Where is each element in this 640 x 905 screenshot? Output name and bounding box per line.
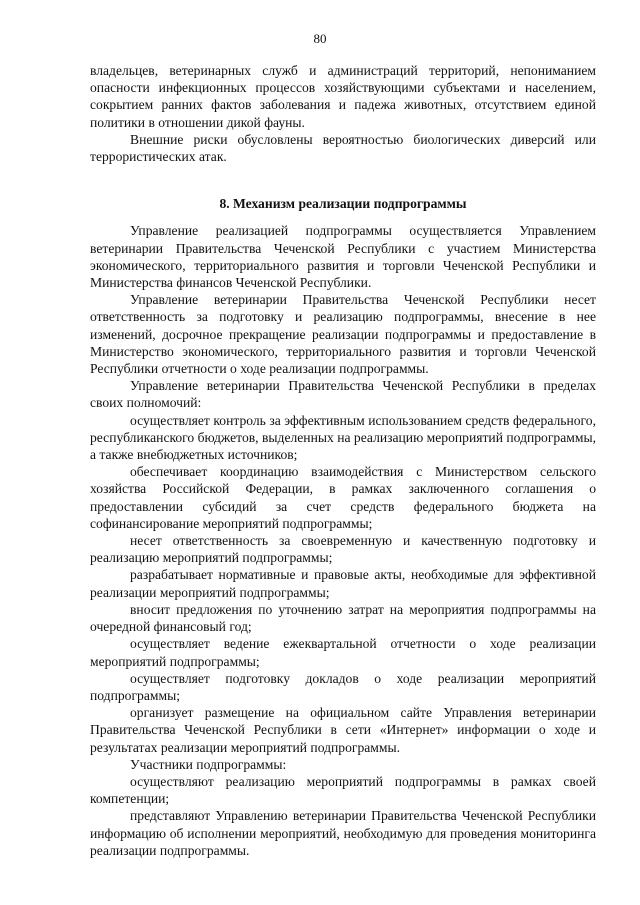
list-item: осуществляет ведение ежеквартальной отчетности о ходе реализации мероприятий подпрограммы; [90,636,596,669]
list-item: осуществляет контроль за эффективным использованием средств федерального, республиканского бюджетов, выделенных на реализацию мероприятий подпрограммы, а также внебюджетных источников; [90,412,596,463]
paragraph: владельцев, ветеринарных служб и администраций территорий, непониманием опасности инфекционных процессов хозяйствующими субъектами и населением, сокрытием ранних фактов заболевания и падежа животных, отсутствием единой политики в отношении дикой фауны. [90,63,596,130]
list-item: несет ответственность за своевременную и качественную подготовку и реализацию мероприятий подпрограммы; [90,533,596,566]
paragraph: Управление ветеринарии Правительства Чеченской Республики в пределах своих полномочий: [90,378,596,411]
list-item: представляют Управлению ветеринарии Правительства Чеченской Республики информацию об исполнении мероприятий, необходимую для проведения мониторинга реализации подпрограммы. [90,808,596,858]
paragraph: Внешние риски обусловлены вероятностью биологических диверсий или террористических атак. [90,131,596,165]
list-item: осуществляют реализацию мероприятий подпрограммы в рамках своей компетенции; [90,773,596,807]
paragraph: Управление ветеринарии Правительства Чеченской Республики несет ответственность за подготовку и реализацию подпрограммы, внесение в нее изменений, досрочное прекращение реализации подпрограммы и предоставление в Министерство экономического, территориального развития и торговли Чеченской Республики отчетности о ходе реализации подпрограммы. [90,292,596,377]
list-item: вносит предложения по уточнению затрат на мероприятия подпрограммы на очередной финансовый год; [90,601,596,635]
list-item: разрабатывает нормативные и правовые акты, необходимые для эффективной реализации мероприятий подпрограммы; [90,567,596,600]
page-number: 80 [313,31,327,46]
paragraph: Управление реализацией подпрограммы осуществляется Управлением ветеринарии Правительства Чеченской Республики с участием Министерства экономического, территориального развития и торговли Чеченской Республики и Министерства финансов Чеченской Республики. [90,223,596,291]
list-item: осуществляет подготовку докладов о ходе реализации мероприятий подпрограммы; [90,670,596,703]
list-item: организует размещение на официальном сайте Управления ветеринарии Правительства Чеченской Республики в сети «Интернет» информации о ходе и результатах реализации мероприятий подпрограммы. [90,705,596,755]
paragraph: Участники подпрограммы: [130,756,287,772]
list-item: обеспечивает координацию взаимодействия с Министерством сельского хозяйства Российской Федерации, в рамках заключенного соглашения о предоставлении субсидий за счет средств федерального бюджета на софинансирование мероприятий подпрограммы; [90,464,596,531]
document-body [90,62,596,859]
section-heading: 8. Механизм реализации подпрограммы [219,196,467,212]
